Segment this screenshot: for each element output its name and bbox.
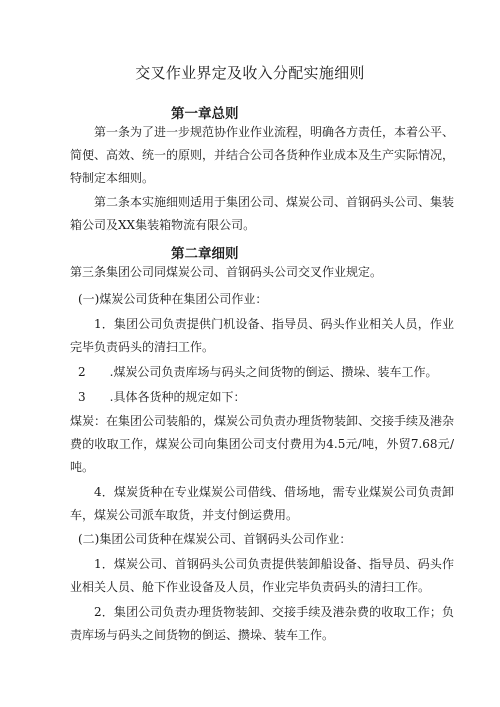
section-2-item-1: 1．煤炭公司、首钢码头公司负责提供装卸船设备、指导员、码头作业相关人员、舱下作业设备及人员，作业完毕负责码头的清扫工作。 [70, 557, 454, 594]
section-1-item-1: 1．集团公司负责提供门机设备、指导员、码头作业相关人员，作业完毕负责码头的清扫工作。 [70, 317, 454, 354]
article-2: 第二条本实施细则适用于集团公司、煤炭公司、首钢码头公司、集装箱公司及XX集装箱物流有限公司。 [70, 195, 455, 232]
article-3: 第三条集团公司同煤炭公司、首钢码头公司交叉作业规定。 [70, 265, 383, 279]
chapter-heading-general: 第一章总则 [171, 106, 239, 122]
article-1: 第一条为了进一步规范协作业作业流程，明确各方责任，本着公平、简便、高效、统一的原则，并结合公司各货种作业成本及生产实际情况，特制定本细则。 [70, 125, 455, 185]
coal-rule: 煤炭：在集团公司装船的，煤炭公司负责办理货物装卸、交接手续及港杂费的收取工作，煤炭公司向集团公司支付费用为4.5元/吨，外贸7.68元/吨。 [70, 414, 455, 474]
section-2-heading: (二)集团公司货种在煤炭公司、首钢码头公司作业： [78, 532, 352, 546]
section-2-item-2: 2．集团公司负责办理货物装卸、交接手续及港杂费的收取工作；负责库场与码头之间货物的倒运、攒垛、装车工作。 [70, 605, 454, 642]
section-1-item-4: 4．煤炭货种在专业煤炭公司借线、借场地，需专业煤炭公司负责卸车，煤炭公司派车取货，并支付倒运费用。 [70, 485, 454, 522]
chapter-heading-details: 第二章细则 [171, 246, 239, 262]
section-1-item-2: 2 .煤炭公司负责库场与码头之间货物的倒运、攒垛、装车工作。 [78, 365, 438, 379]
section-1-heading: (一)煤炭公司货种在集团公司作业： [78, 292, 268, 306]
section-1-item-3: 3 .具体各货种的规定如下： [78, 390, 246, 404]
document-title: 交叉作业界定及收入分配实施细则 [135, 64, 365, 82]
